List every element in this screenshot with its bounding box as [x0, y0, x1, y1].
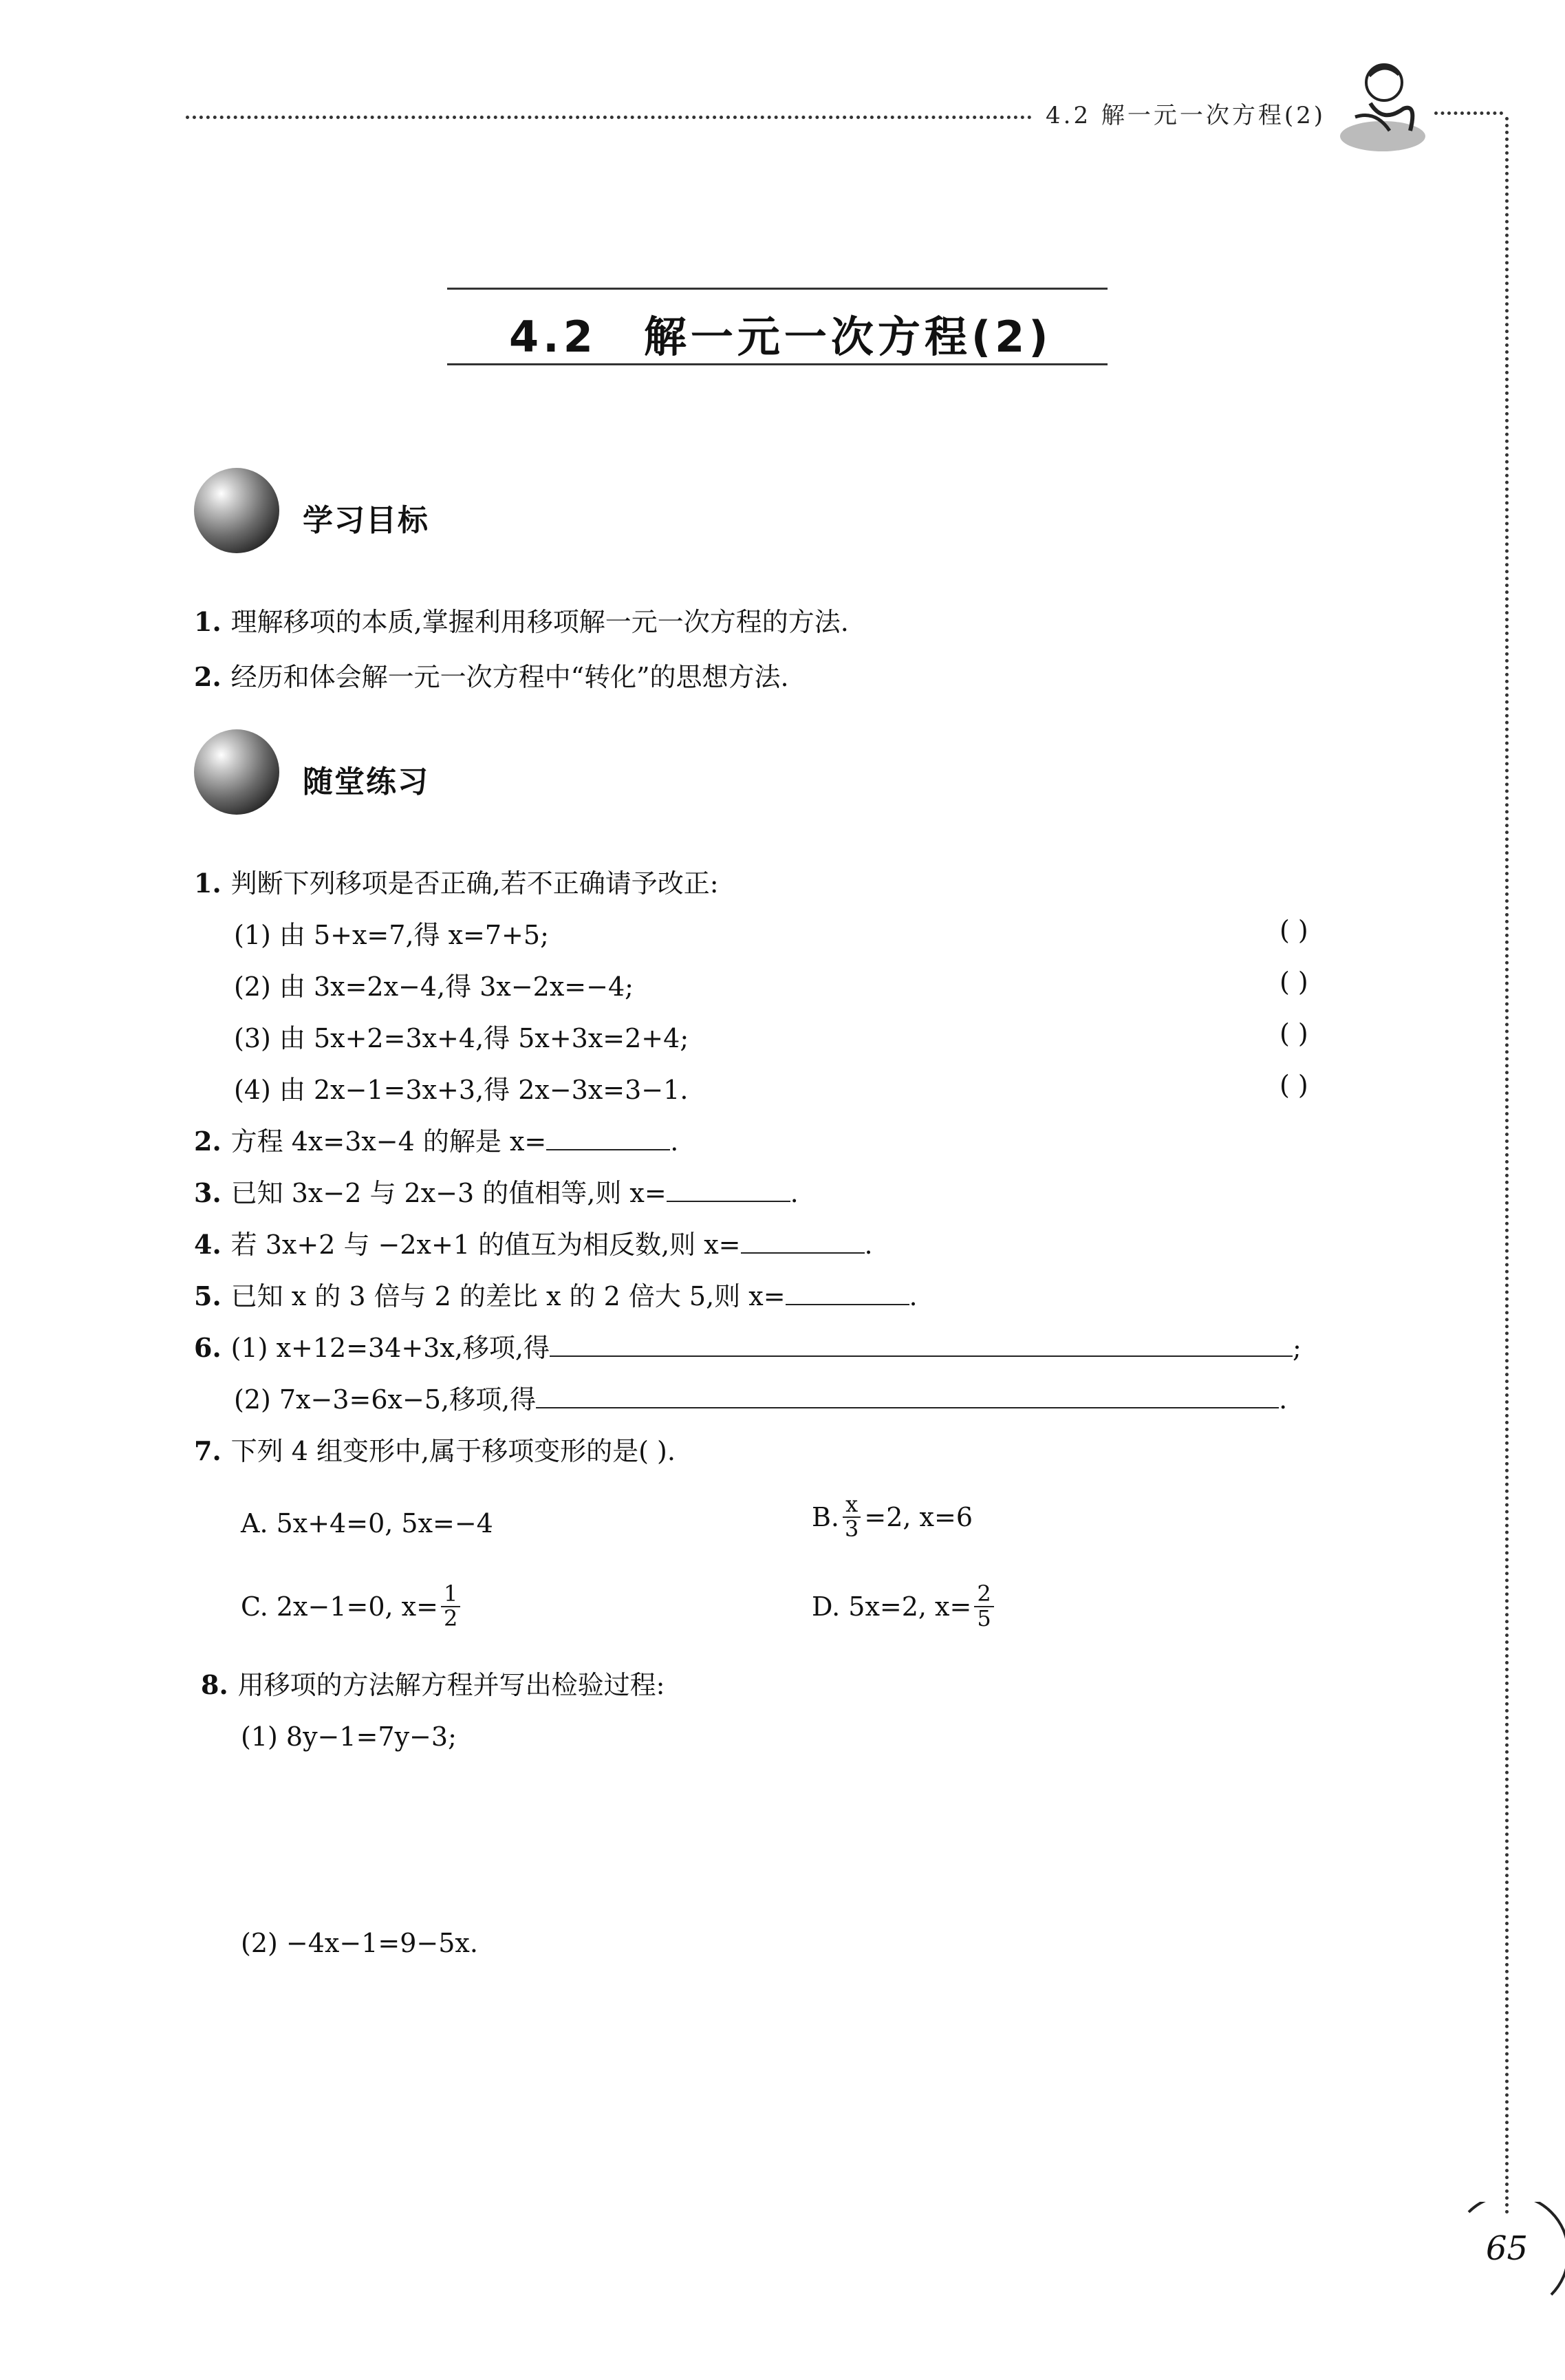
page-number: 65 — [1486, 2229, 1529, 2268]
question-text: 方程 4x=3x−4 的解是 x= — [230, 1126, 547, 1157]
question-text: 已知 3x−2 与 2x−3 的值相等,则 x= — [230, 1178, 667, 1208]
answer-blank[interactable] — [667, 1180, 790, 1202]
option-a[interactable]: A. 5x+4=0, 5x=−4 — [241, 1508, 493, 1539]
header-dotted-line-right — [1434, 111, 1503, 115]
goal-number: 1. — [194, 606, 222, 637]
question-2 — [194, 1128, 678, 1155]
question-end: . — [670, 1126, 679, 1157]
option-text: D. 5x=2, x= — [812, 1591, 972, 1622]
section-globe-icon — [194, 468, 279, 553]
title-rule-bottom — [447, 363, 1108, 365]
question-1 — [194, 870, 719, 897]
question-7 — [194, 1435, 676, 1466]
right-margin-dotted-line — [1505, 117, 1509, 2216]
goal-text: 经历和体会解一元一次方程中“转化”的思想方法. — [230, 662, 789, 692]
question-1-part-2: (2) 由 3x=2x−4,得 3x−2x=−4; — [234, 972, 634, 1002]
fraction: $\frac{1}{2}$ — [441, 1583, 460, 1630]
question-text: 若 3x+2 与 −2x+1 的值互为相反数,则 x= — [230, 1230, 741, 1260]
option-d[interactable] — [812, 1580, 997, 1631]
question-1-part-4: (4) 由 2x−1=3x+3,得 2x−3x=3−1. — [234, 1075, 689, 1105]
question-number: 3. — [194, 1177, 222, 1208]
goal-item-1 — [194, 606, 849, 637]
question-number: 4. — [194, 1229, 222, 1260]
answer-bracket[interactable]: ( ) — [1280, 1070, 1308, 1100]
question-text: (1) x+12=34+3x,移项,得 — [230, 1333, 550, 1363]
question-number: 2. — [194, 1126, 222, 1157]
option-b[interactable] — [812, 1493, 973, 1541]
question-text: 用移项的方法解方程并写出检验过程: — [237, 1670, 665, 1700]
question-text: 判断下列移项是否正确,若不正确请予改正: — [230, 868, 719, 899]
question-text: 下列 4 组变形中,属于移项变形的是( ). — [230, 1436, 676, 1466]
option-c[interactable] — [241, 1580, 463, 1631]
question-end: . — [909, 1281, 918, 1311]
work-area-2[interactable] — [241, 1968, 1376, 2174]
question-8 — [201, 1669, 665, 1700]
section-heading-goals: 学习目标 — [303, 503, 429, 538]
answer-blank[interactable] — [550, 1335, 1293, 1357]
question-number: 6. — [194, 1332, 222, 1363]
answer-blank[interactable] — [546, 1128, 670, 1150]
fraction: $\frac{x}{3}$ — [842, 1493, 861, 1541]
answer-blank[interactable] — [786, 1283, 909, 1305]
section-globe-icon — [194, 729, 279, 815]
mascot-icon — [1335, 55, 1431, 158]
answer-bracket[interactable]: ( ) — [1280, 915, 1308, 945]
question-6-part-1 — [194, 1332, 1302, 1363]
question-number: 1. — [194, 868, 222, 899]
question-end: . — [1279, 1384, 1288, 1415]
header-section-label: 4.2 解一元一次方程(2) — [1046, 102, 1326, 129]
work-area-1[interactable] — [241, 1761, 1376, 1913]
fraction: $\frac{2}{5}$ — [974, 1583, 993, 1630]
section-heading-practice: 随堂练习 — [303, 764, 429, 800]
question-end: . — [790, 1178, 799, 1208]
question-4 — [194, 1229, 873, 1260]
header-dotted-line-left — [186, 116, 1032, 119]
question-end: ; — [1293, 1333, 1302, 1363]
goal-text: 理解移项的本质,掌握利用移项解一元一次方程的方法. — [230, 607, 849, 637]
title-rule-top — [447, 288, 1108, 290]
goal-item-2 — [194, 661, 789, 692]
question-1-part-1: (1) 由 5+x=7,得 x=7+5; — [234, 920, 549, 950]
question-number: 7. — [194, 1435, 222, 1466]
goal-number: 2. — [194, 661, 222, 692]
answer-bracket[interactable]: ( ) — [1280, 1018, 1308, 1049]
question-8-part-2: (2) −4x−1=9−5x. — [241, 1928, 478, 1958]
question-number: 8. — [201, 1669, 228, 1700]
question-number: 5. — [194, 1280, 222, 1311]
question-5 — [194, 1280, 918, 1311]
option-label: B. — [812, 1501, 840, 1532]
answer-blank[interactable] — [741, 1232, 865, 1254]
question-end: . — [864, 1230, 873, 1260]
question-1-part-3: (3) 由 5x+2=3x+4,得 5x+3x=2+4; — [234, 1023, 689, 1053]
question-text: 已知 x 的 3 倍与 2 的差比 x 的 2 倍大 5,则 x= — [230, 1281, 786, 1311]
answer-blank[interactable] — [536, 1386, 1279, 1408]
option-text: =2, x=6 — [864, 1501, 973, 1532]
option-text: C. 2x−1=0, x= — [241, 1591, 438, 1622]
question-8-part-1: (1) 8y−1=7y−3; — [241, 1722, 457, 1752]
page-title: 4.2 解一元一次方程(2) — [509, 312, 1053, 362]
question-6-part-2 — [234, 1386, 1287, 1413]
question-text: (2) 7x−3=6x−5,移项,得 — [234, 1384, 537, 1415]
answer-bracket[interactable]: ( ) — [1280, 967, 1308, 997]
question-3 — [194, 1177, 799, 1208]
